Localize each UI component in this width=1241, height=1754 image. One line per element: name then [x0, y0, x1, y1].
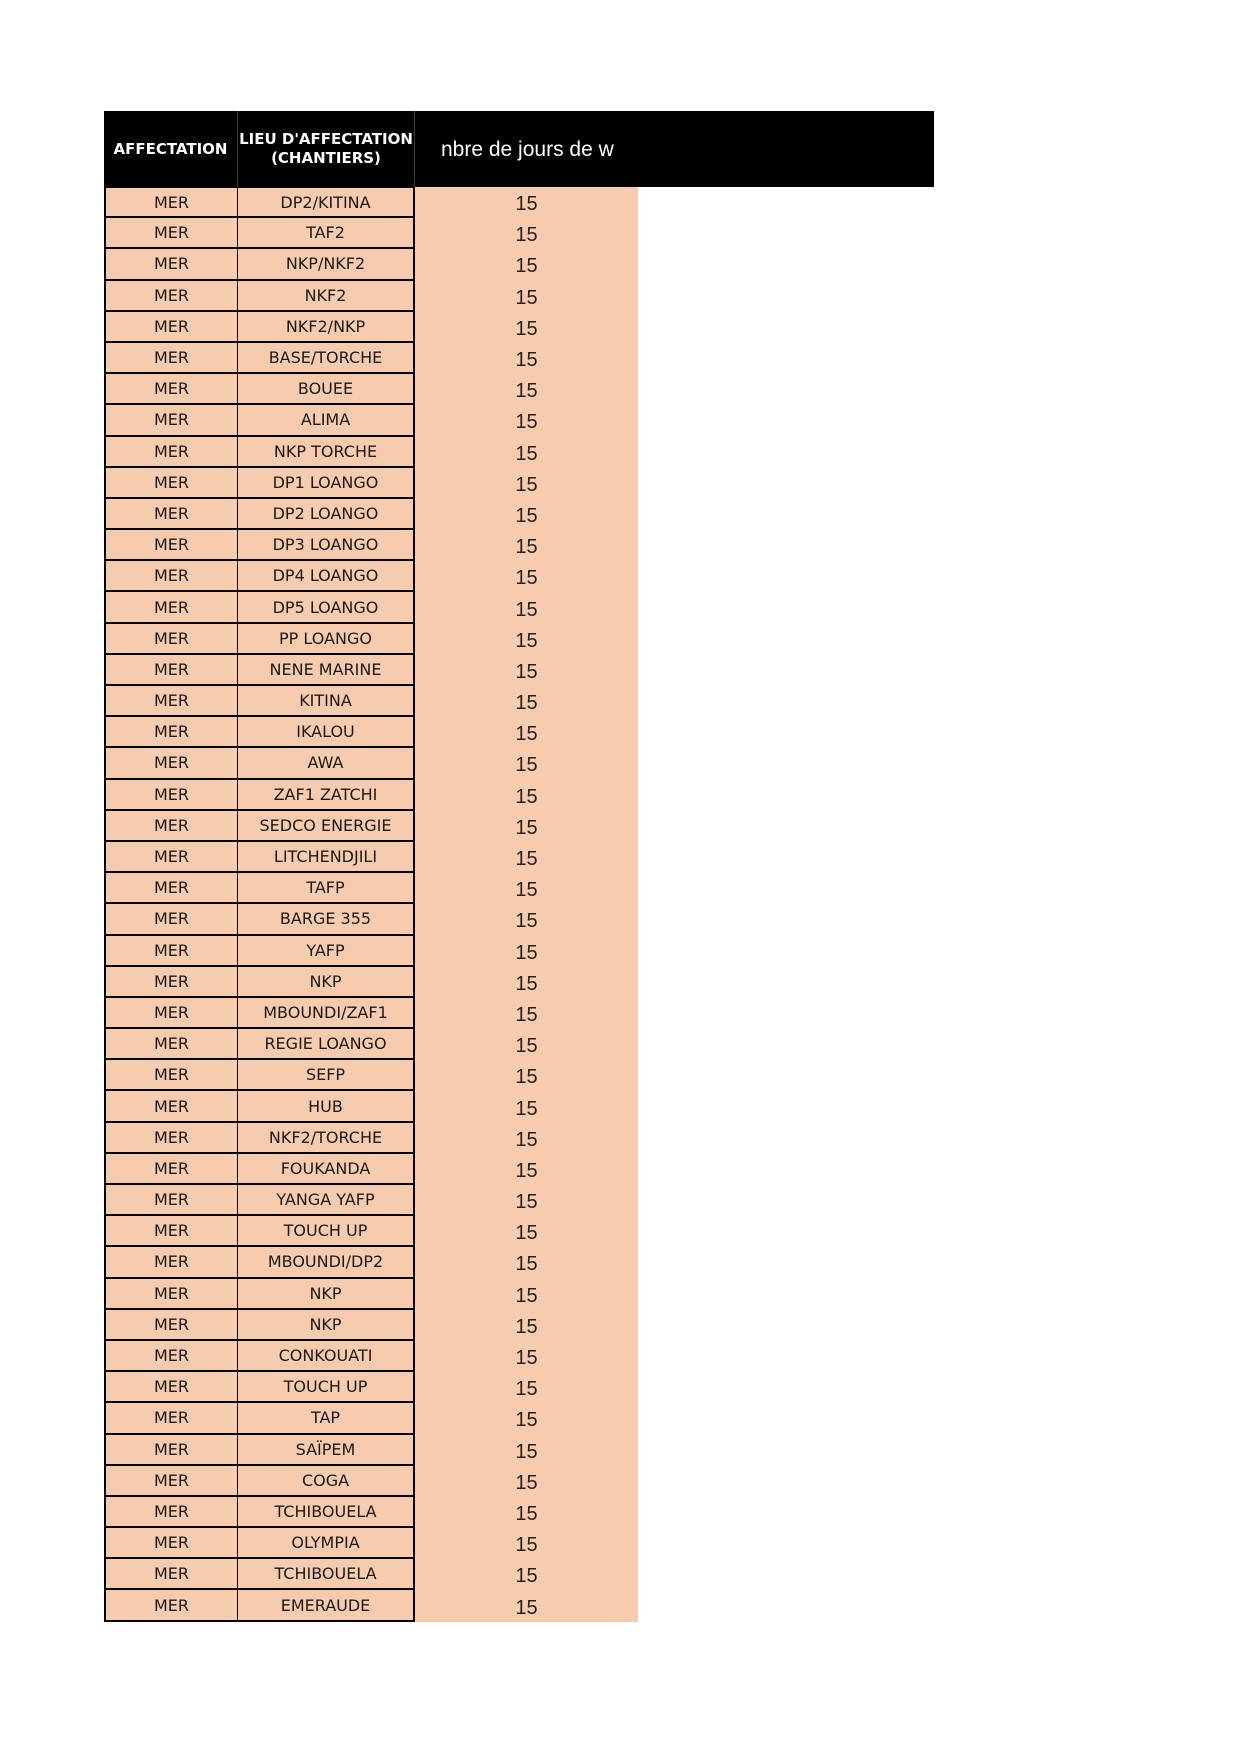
- cell-lieu[interactable]: KITINA: [238, 686, 415, 717]
- table-row: [104, 249, 638, 280]
- cell-affectation[interactable]: MER: [104, 530, 238, 561]
- cell-lieu[interactable]: YANGA YAFP: [238, 1185, 415, 1216]
- cell-affectation[interactable]: MER: [104, 1029, 238, 1060]
- cell-jours[interactable]: 15: [415, 686, 638, 717]
- cell-lieu[interactable]: LITCHENDJILI: [238, 842, 415, 873]
- cell-lieu[interactable]: NKP: [238, 1279, 415, 1310]
- cell-affectation[interactable]: MER: [104, 1279, 238, 1310]
- cell-affectation[interactable]: MER: [104, 592, 238, 623]
- cell-affectation[interactable]: MER: [104, 1497, 238, 1528]
- cell-lieu[interactable]: ALIMA: [238, 405, 415, 436]
- cell-lieu[interactable]: MBOUNDI/ZAF1: [238, 998, 415, 1029]
- cell-jours[interactable]: 15: [415, 967, 638, 998]
- cell-affectation[interactable]: MER: [104, 1528, 238, 1559]
- cell-jours[interactable]: 15: [415, 904, 638, 935]
- table-row: [104, 468, 638, 499]
- cell-lieu[interactable]: COGA: [238, 1466, 415, 1497]
- table-row: [104, 343, 638, 374]
- table-row: [104, 967, 638, 998]
- table-row: [104, 873, 638, 904]
- table-row: [104, 499, 638, 530]
- cell-affectation[interactable]: MER: [104, 468, 238, 499]
- cell-affectation[interactable]: MER: [104, 1247, 238, 1278]
- cell-affectation[interactable]: MER: [104, 936, 238, 967]
- cell-lieu[interactable]: REGIE LOANGO: [238, 1029, 415, 1060]
- cell-affectation[interactable]: MER: [104, 655, 238, 686]
- cell-jours[interactable]: 15: [415, 561, 638, 592]
- cell-lieu[interactable]: NKP: [238, 967, 415, 998]
- table-row: [104, 1216, 638, 1247]
- table-row: [104, 1279, 638, 1310]
- cell-lieu[interactable]: DP1 LOANGO: [238, 468, 415, 499]
- cell-lieu[interactable]: ZAF1 ZATCHI: [238, 780, 415, 811]
- cell-affectation[interactable]: MER: [104, 904, 238, 935]
- cell-affectation[interactable]: MER: [104, 748, 238, 779]
- cell-lieu[interactable]: SEDCO ENERGIE: [238, 811, 415, 842]
- cell-affectation[interactable]: MER: [104, 1154, 238, 1185]
- cell-jours[interactable]: 15: [415, 249, 638, 280]
- cell-affectation[interactable]: MER: [104, 1590, 238, 1621]
- cell-jours[interactable]: 15: [415, 1435, 638, 1466]
- table-row: [104, 1029, 638, 1060]
- spreadsheet-table: [104, 111, 934, 1622]
- cell-lieu[interactable]: AWA: [238, 748, 415, 779]
- cell-lieu[interactable]: NENE MARINE: [238, 655, 415, 686]
- cell-lieu[interactable]: TAF2: [238, 218, 415, 249]
- cell-jours[interactable]: 15: [415, 1060, 638, 1091]
- cell-jours[interactable]: 15: [415, 748, 638, 779]
- cell-jours[interactable]: 15: [415, 1590, 638, 1621]
- cell-jours[interactable]: 15: [415, 1372, 638, 1403]
- cell-affectation[interactable]: MER: [104, 1341, 238, 1372]
- table-row: [104, 1466, 638, 1497]
- cell-affectation[interactable]: MER: [104, 1435, 238, 1466]
- cell-lieu[interactable]: TAP: [238, 1403, 415, 1434]
- cell-lieu[interactable]: OLYMPIA: [238, 1528, 415, 1559]
- cell-affectation[interactable]: MER: [104, 717, 238, 748]
- cell-affectation[interactable]: MER: [104, 1185, 238, 1216]
- cell-affectation[interactable]: MER: [104, 842, 238, 873]
- cell-lieu[interactable]: NKP/NKF2: [238, 249, 415, 280]
- table-row: [104, 686, 638, 717]
- cell-affectation[interactable]: MER: [104, 312, 238, 343]
- cell-affectation[interactable]: MER: [104, 499, 238, 530]
- cell-jours[interactable]: 15: [415, 1247, 638, 1278]
- cell-jours[interactable]: 15: [415, 187, 638, 218]
- cell-lieu[interactable]: DP5 LOANGO: [238, 592, 415, 623]
- cell-affectation[interactable]: MER: [104, 437, 238, 468]
- table-row: [104, 1497, 638, 1528]
- header-affectation[interactable]: AFFECTATION: [104, 111, 238, 187]
- cell-lieu[interactable]: SAÏPEM: [238, 1435, 415, 1466]
- table-row: [104, 624, 638, 655]
- cell-jours[interactable]: 15: [415, 1216, 638, 1247]
- table-row: [104, 842, 638, 873]
- cell-affectation[interactable]: MER: [104, 343, 238, 374]
- cell-affectation[interactable]: MER: [104, 967, 238, 998]
- table-row: [104, 1123, 638, 1154]
- cell-lieu[interactable]: PP LOANGO: [238, 624, 415, 655]
- cell-jours[interactable]: 15: [415, 405, 638, 436]
- cell-lieu[interactable]: DP2 LOANGO: [238, 499, 415, 530]
- cell-jours[interactable]: 15: [415, 1310, 638, 1341]
- cell-lieu[interactable]: CONKOUATI: [238, 1341, 415, 1372]
- cell-jours[interactable]: 15: [415, 1029, 638, 1060]
- cell-lieu[interactable]: MBOUNDI/DP2: [238, 1247, 415, 1278]
- table-row: [104, 561, 638, 592]
- table-row: [104, 1060, 638, 1091]
- cell-jours[interactable]: 15: [415, 218, 638, 249]
- cell-jours[interactable]: 15: [415, 655, 638, 686]
- cell-lieu[interactable]: HUB: [238, 1091, 415, 1122]
- cell-jours[interactable]: 15: [415, 530, 638, 561]
- table-row: [104, 437, 638, 468]
- cell-affectation[interactable]: MER: [104, 1466, 238, 1497]
- cell-lieu[interactable]: EMERAUDE: [238, 1590, 415, 1621]
- cell-jours[interactable]: 15: [415, 811, 638, 842]
- table-row: [104, 312, 638, 343]
- table-row: [104, 405, 638, 436]
- cell-jours[interactable]: 15: [415, 842, 638, 873]
- table-row: [104, 1247, 638, 1278]
- cell-affectation[interactable]: MER: [104, 281, 238, 312]
- table-row: [104, 748, 638, 779]
- table-row: [104, 1403, 638, 1434]
- cell-jours[interactable]: 15: [415, 1123, 638, 1154]
- cell-lieu[interactable]: NKP: [238, 1310, 415, 1341]
- cell-affectation[interactable]: MER: [104, 405, 238, 436]
- cell-lieu[interactable]: TOUCH UP: [238, 1216, 415, 1247]
- cell-lieu[interactable]: NKF2/TORCHE: [238, 1123, 415, 1154]
- table-row: [104, 1154, 638, 1185]
- cell-affectation[interactable]: MER: [104, 998, 238, 1029]
- table-row: [104, 1310, 638, 1341]
- cell-affectation[interactable]: MER: [104, 1310, 238, 1341]
- cell-affectation[interactable]: MER: [104, 1091, 238, 1122]
- table-row: [104, 904, 638, 935]
- cell-jours[interactable]: 15: [415, 873, 638, 904]
- table-row: [104, 1341, 638, 1372]
- cell-lieu[interactable]: TCHIBOUELA: [238, 1559, 415, 1590]
- cell-jours[interactable]: 15: [415, 1091, 638, 1122]
- cell-jours[interactable]: 15: [415, 1403, 638, 1434]
- cell-affectation[interactable]: MER: [104, 811, 238, 842]
- table-row: [104, 1435, 638, 1466]
- cell-affectation[interactable]: MER: [104, 873, 238, 904]
- cell-lieu[interactable]: FOUKANDA: [238, 1154, 415, 1185]
- table-body: [104, 187, 638, 1622]
- cell-jours[interactable]: 15: [415, 281, 638, 312]
- table-row: [104, 811, 638, 842]
- cell-lieu[interactable]: BOUEE: [238, 374, 415, 405]
- cell-jours[interactable]: 15: [415, 1559, 638, 1590]
- table-header: [104, 111, 934, 187]
- table-row: [104, 530, 638, 561]
- cell-jours[interactable]: 15: [415, 312, 638, 343]
- cell-lieu[interactable]: NKP TORCHE: [238, 437, 415, 468]
- table-row: [104, 717, 638, 748]
- cell-affectation[interactable]: MER: [104, 1216, 238, 1247]
- cell-jours[interactable]: 15: [415, 1528, 638, 1559]
- cell-lieu[interactable]: DP2/KITINA: [238, 187, 415, 218]
- table-row: [104, 1528, 638, 1559]
- cell-jours[interactable]: 15: [415, 1341, 638, 1372]
- table-row: [104, 780, 638, 811]
- header-nbre-jours[interactable]: nbre de jours de w: [441, 137, 614, 161]
- cell-jours[interactable]: 15: [415, 936, 638, 967]
- header-lieu-affectation[interactable]: LIEU D'AFFECTATION (CHANTIERS): [238, 111, 415, 187]
- cell-lieu[interactable]: BARGE 355: [238, 904, 415, 935]
- cell-affectation[interactable]: MER: [104, 1123, 238, 1154]
- table-row: [104, 998, 638, 1029]
- table-row: [104, 1559, 638, 1590]
- cell-jours[interactable]: 15: [415, 1497, 638, 1528]
- table-row: [104, 218, 638, 249]
- cell-affectation[interactable]: MER: [104, 1559, 238, 1590]
- cell-lieu[interactable]: TOUCH UP: [238, 1372, 415, 1403]
- cell-lieu[interactable]: DP3 LOANGO: [238, 530, 415, 561]
- table-row: [104, 281, 638, 312]
- cell-jours[interactable]: 15: [415, 343, 638, 374]
- cell-affectation[interactable]: MER: [104, 1060, 238, 1091]
- cell-lieu[interactable]: NKF2/NKP: [238, 312, 415, 343]
- cell-affectation[interactable]: MER: [104, 780, 238, 811]
- cell-lieu[interactable]: SEFP: [238, 1060, 415, 1091]
- cell-jours[interactable]: 15: [415, 592, 638, 623]
- cell-affectation[interactable]: MER: [104, 1403, 238, 1434]
- cell-affectation[interactable]: MER: [104, 249, 238, 280]
- cell-jours[interactable]: 15: [415, 1466, 638, 1497]
- cell-jours[interactable]: 15: [415, 717, 638, 748]
- cell-jours[interactable]: 15: [415, 1185, 638, 1216]
- cell-affectation[interactable]: MER: [104, 218, 238, 249]
- table-row: [104, 1091, 638, 1122]
- table-row: [104, 936, 638, 967]
- cell-lieu[interactable]: DP4 LOANGO: [238, 561, 415, 592]
- cell-affectation[interactable]: MER: [104, 1372, 238, 1403]
- cell-lieu[interactable]: TCHIBOUELA: [238, 1497, 415, 1528]
- cell-jours[interactable]: 15: [415, 437, 638, 468]
- cell-lieu[interactable]: BASE/TORCHE: [238, 343, 415, 374]
- cell-jours[interactable]: 15: [415, 998, 638, 1029]
- cell-jours[interactable]: 15: [415, 499, 638, 530]
- cell-lieu[interactable]: YAFP: [238, 936, 415, 967]
- table-row: [104, 374, 638, 405]
- table-row: [104, 592, 638, 623]
- table-row: [104, 187, 638, 218]
- cell-jours[interactable]: 15: [415, 1154, 638, 1185]
- cell-affectation[interactable]: MER: [104, 187, 238, 218]
- cell-lieu[interactable]: IKALOU: [238, 717, 415, 748]
- table-row: [104, 1372, 638, 1403]
- cell-jours[interactable]: 15: [415, 468, 638, 499]
- table-row: [104, 1590, 638, 1621]
- cell-jours[interactable]: 15: [415, 374, 638, 405]
- cell-lieu[interactable]: NKF2: [238, 281, 415, 312]
- cell-affectation[interactable]: MER: [104, 624, 238, 655]
- table-row: [104, 1185, 638, 1216]
- cell-lieu[interactable]: TAFP: [238, 873, 415, 904]
- table-row: [104, 655, 638, 686]
- cell-jours[interactable]: 15: [415, 780, 638, 811]
- cell-jours[interactable]: 15: [415, 624, 638, 655]
- cell-jours[interactable]: 15: [415, 1279, 638, 1310]
- cell-affectation[interactable]: MER: [104, 374, 238, 405]
- cell-affectation[interactable]: MER: [104, 686, 238, 717]
- cell-affectation[interactable]: MER: [104, 561, 238, 592]
